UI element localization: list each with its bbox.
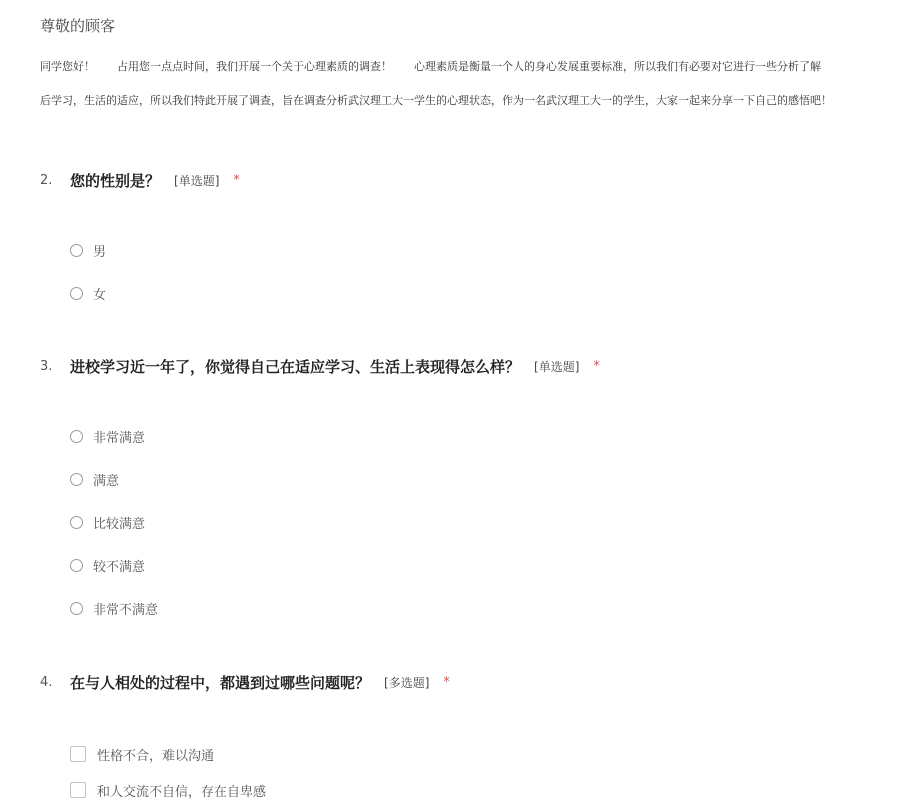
- option-label: 性格不合，难以沟通: [97, 748, 215, 764]
- question-number: 4.: [40, 674, 53, 690]
- question-2-header: [40, 169, 240, 191]
- option-label: 和人交流不自信，存在自卑感: [97, 784, 267, 800]
- radio-button[interactable]: [70, 473, 83, 486]
- question-3-header: [40, 355, 600, 377]
- q4-option-lack-confidence[interactable]: [70, 780, 266, 800]
- checkbox[interactable]: [70, 782, 86, 798]
- option-label: 较不满意: [93, 559, 146, 575]
- survey-greeting: 尊敬的顾客: [40, 17, 116, 35]
- option-label: 非常满意: [93, 430, 146, 446]
- q2-option-female[interactable]: [70, 283, 106, 303]
- option-label: 女: [93, 287, 107, 303]
- question-number: 3.: [40, 358, 53, 374]
- required-marker: *: [593, 358, 600, 374]
- q2-option-male[interactable]: [70, 240, 106, 260]
- option-label: 满意: [93, 473, 120, 489]
- q3-option-fairly-satisfied[interactable]: [70, 512, 145, 532]
- q3-option-satisfied[interactable]: [70, 469, 119, 489]
- radio-button[interactable]: [70, 287, 83, 300]
- question-4-header: [40, 671, 450, 693]
- q3-option-fairly-dissatisfied[interactable]: [70, 555, 145, 575]
- radio-button[interactable]: [70, 602, 83, 615]
- option-label: 非常不满意: [93, 602, 159, 618]
- radio-button[interactable]: [70, 516, 83, 529]
- q3-option-very-satisfied[interactable]: [70, 426, 145, 446]
- survey-intro-line-1: 同学您好！ 占用您一点点时间，我们开展一个关于心理素质的调查！ 心理素质是衡量一个人的身心发展重要标准，所以我们有必要对它进行一些分析了解: [40, 60, 821, 73]
- checkbox[interactable]: [70, 746, 86, 762]
- q3-option-very-dissatisfied[interactable]: [70, 598, 158, 618]
- question-type-label: [多选题]: [384, 675, 430, 690]
- question-number: 2.: [40, 172, 53, 188]
- option-label: 男: [93, 244, 107, 260]
- question-type-label: [单选题]: [174, 173, 220, 188]
- option-label: 比较满意: [93, 516, 146, 532]
- survey-intro-line-2: 后学习，生活的适应，所以我们特此开展了调查，旨在调查分析武汉理工大一学生的心理状态，作为一名武汉理工大一的学生，大家一起来分享一下自己的感悟吧！: [40, 94, 832, 107]
- radio-button[interactable]: [70, 559, 83, 572]
- required-marker: *: [443, 674, 450, 690]
- radio-button[interactable]: [70, 244, 83, 257]
- q4-option-personality-mismatch[interactable]: [70, 744, 214, 764]
- question-title: 您的性别是？: [70, 171, 161, 190]
- question-title: 进校学习近一年了，你觉得自己在适应学习、生活上表现得怎么样？: [70, 357, 521, 376]
- radio-button[interactable]: [70, 430, 83, 443]
- question-type-label: [单选题]: [534, 359, 580, 374]
- required-marker: *: [233, 172, 240, 188]
- question-title: 在与人相处的过程中，都遇到过哪些问题呢？: [70, 673, 371, 692]
